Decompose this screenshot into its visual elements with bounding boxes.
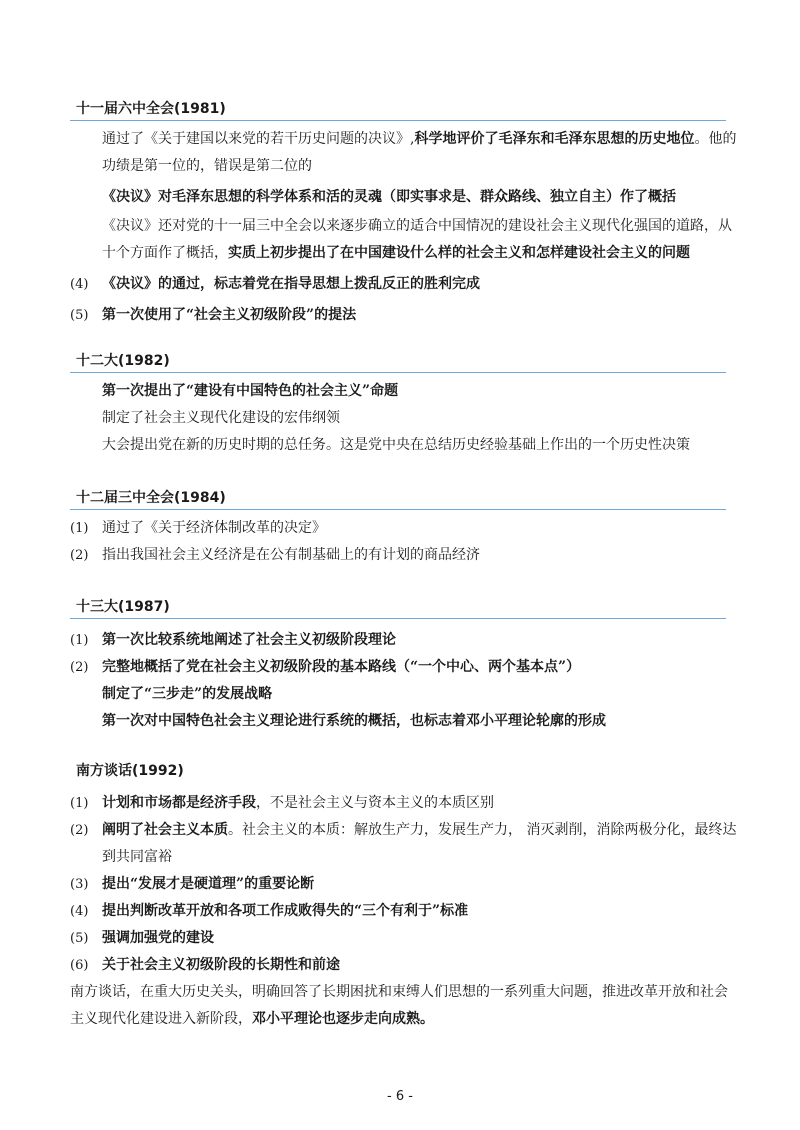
item-number: (3) — [70, 877, 89, 892]
bold-text: 阐明了社会主义本质 — [102, 822, 228, 838]
item-text: ，不是社会主义与资本主义的本质区别 — [256, 795, 494, 811]
paragraph: 第一次对中国特色社会主义理论进行系统的概括，也标志着邓小平理论轮廓的形成 — [102, 713, 606, 729]
list-item — [70, 627, 740, 654]
list-item — [70, 925, 740, 952]
item-text: 强调加强党的建设 — [102, 930, 214, 946]
item-text: 关于社会主义初级阶段的长期性和前途 — [102, 957, 340, 973]
section-1984 — [70, 487, 740, 569]
item-number: (2) — [70, 660, 89, 675]
section-heading: 十二届三中全会(1984) — [70, 487, 726, 510]
bold-text: 计划和市场都是经济手段 — [102, 795, 256, 811]
section-1981 — [70, 98, 740, 329]
list-item — [70, 898, 740, 925]
item-text: 完整地概括了党在社会主义初级阶段的基本路线（“一个中心、两个基本点”） — [102, 659, 581, 675]
section-heading: 南方谈话(1992) — [76, 763, 184, 779]
paragraph — [70, 213, 740, 267]
item-number: (6) — [70, 958, 89, 973]
bold-text: 实质上初步提出了在中国建设什么样的社会主义和怎样建设社会主义的问题 — [228, 245, 690, 261]
item-number: (1) — [70, 796, 89, 811]
list-item — [70, 952, 740, 979]
paragraph: 第一次提出了“建设有中国特色的社会主义”命题 — [102, 383, 399, 399]
list-item — [70, 515, 740, 542]
list-item — [70, 542, 740, 569]
item-number: (4) — [70, 277, 89, 292]
page-number: - 6 - — [387, 1089, 413, 1104]
item-text: 第一次使用了“社会主义初级阶段”的提法 — [102, 307, 357, 323]
item-number: (2) — [70, 548, 89, 563]
list-item — [70, 817, 740, 871]
list-item — [70, 271, 740, 298]
item-number: (2) — [70, 823, 89, 838]
bold-text: 科学地评价了毛泽东和毛泽东思想的历史地位 — [414, 131, 695, 147]
text: 。他的功绩是第一位的，错误是第二位的 — [102, 131, 737, 174]
section-heading: 十三大(1987) — [70, 596, 726, 619]
item-number: (1) — [70, 633, 89, 648]
text: 《决议》还对党的十一届三中全会以来逐步确立的适合中国情况的建设社会主义现代化强国的道路，从十个方面作了概括， — [102, 218, 732, 261]
list-item — [70, 302, 740, 329]
item-number: (5) — [70, 308, 89, 323]
section-1987 — [70, 596, 740, 735]
paragraph: 《决议》对毛泽东思想的科学体系和活的灵魂（即实事求是、群众路线、独立自主）作了概括 — [102, 189, 676, 205]
section-heading: 十一届六中全会(1981) — [70, 98, 726, 121]
paragraph: 制定了社会主义现代化建设的宏伟纲领 — [102, 410, 340, 426]
paragraph: 大会提出党在新的历史时期的总任务。这是党中央在总结历史经验基础上作出的一个历史性决策 — [102, 437, 690, 453]
item-number: (5) — [70, 931, 89, 946]
list-item — [70, 790, 740, 817]
text: 通过了《关于建国以来党的若干历史问题的决议》, — [102, 131, 415, 147]
item-number: (1) — [70, 521, 89, 536]
paragraph: 制定了“三步走”的发展战略 — [102, 686, 273, 702]
section-1982 — [70, 350, 740, 459]
item-text: 指出我国社会主义经济是在公有制基础上的有计划的商品经济 — [102, 547, 480, 563]
list-item — [70, 871, 740, 898]
item-text: 《决议》的通过，标志着党在指导思想上拨乱反正的胜利完成 — [102, 276, 480, 292]
text: 南方谈话，在重大历史关头，明确回答了长期困扰和束缚人们思想的一系列重大问题，推进改革开放和社会主义现代化建设进入新阶段， — [70, 984, 728, 1027]
paragraph — [70, 126, 740, 180]
bold-text: 邓小平理论也逐步走向成熟。 — [252, 1011, 434, 1027]
item-text: 第一次比较系统地阐述了社会主义初级阶段理论 — [102, 632, 396, 648]
section-1992 — [70, 760, 740, 1033]
item-number: (4) — [70, 904, 89, 919]
item-text: 通过了《关于经济体制改革的决定》 — [102, 520, 326, 536]
item-text: 。社会主义的本质：解放生产力，发展生产力， 消灭剥削，消除两极分化，最终达到共同富裕 — [102, 822, 737, 865]
item-text: 提出判断改革开放和各项工作成败得失的“三个有利于”标准 — [102, 903, 469, 919]
summary-paragraph — [70, 979, 740, 1033]
item-text: 提出“发展才是硬道理”的重要论断 — [102, 876, 315, 892]
list-item — [70, 654, 740, 681]
section-heading: 十二大(1982) — [70, 350, 726, 373]
